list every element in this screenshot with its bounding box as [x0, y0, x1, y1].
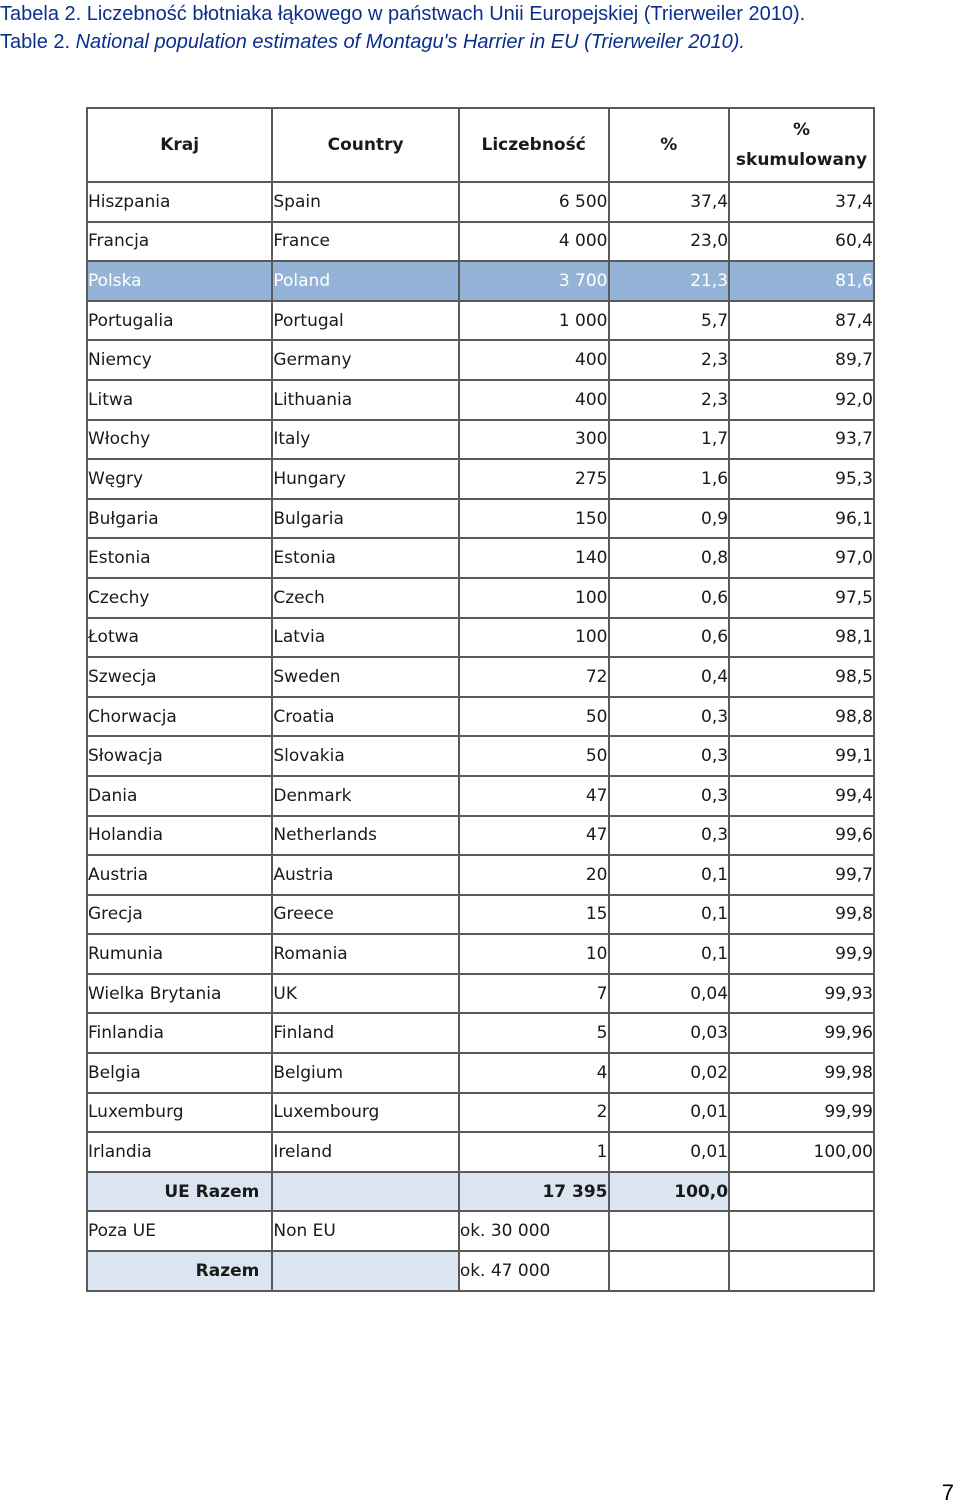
- table-summary: [87, 1172, 874, 1291]
- ue-total-label: UE Razem: [87, 1172, 272, 1212]
- cell-kraj: Chorwacja: [87, 697, 272, 737]
- table-row: [87, 816, 874, 856]
- cell-cumulative: 81,6: [729, 261, 874, 301]
- table-row: [87, 340, 874, 380]
- cell-percent: 23,0: [609, 222, 730, 262]
- cell-cumulative: 99,9: [729, 934, 874, 974]
- table-row: [87, 895, 874, 935]
- cell-count: 140: [459, 538, 609, 578]
- header-count: Liczebność: [459, 108, 609, 182]
- non-eu-kraj: Poza UE: [87, 1211, 272, 1251]
- cell-cumulative: 95,3: [729, 459, 874, 499]
- cell-country: Croatia: [272, 697, 458, 737]
- cell-country: Finland: [272, 1013, 458, 1053]
- cell-cumulative: 99,8: [729, 895, 874, 935]
- grand-total-cumulative: [729, 1251, 874, 1291]
- cell-percent: 0,6: [609, 618, 730, 658]
- table-row: [87, 776, 874, 816]
- cell-count: 47: [459, 776, 609, 816]
- cell-kraj: Francja: [87, 222, 272, 262]
- cell-cumulative: 89,7: [729, 340, 874, 380]
- cell-cumulative: 99,96: [729, 1013, 874, 1053]
- cell-percent: 0,01: [609, 1093, 730, 1133]
- non-eu-count: ok. 30 000: [459, 1211, 609, 1251]
- table-row: [87, 222, 874, 262]
- cell-kraj: Hiszpania: [87, 182, 272, 222]
- cell-country: Italy: [272, 420, 458, 460]
- cell-count: 400: [459, 380, 609, 420]
- cell-percent: 0,3: [609, 816, 730, 856]
- cell-cumulative: 99,4: [729, 776, 874, 816]
- cell-percent: 1,6: [609, 459, 730, 499]
- cell-percent: 21,3: [609, 261, 730, 301]
- cell-percent: 0,9: [609, 499, 730, 539]
- cell-kraj: Holandia: [87, 816, 272, 856]
- cell-country: UK: [272, 974, 458, 1014]
- cell-kraj: Słowacja: [87, 736, 272, 776]
- table-body: [87, 182, 874, 1172]
- cell-count: 3 700: [459, 261, 609, 301]
- cell-count: 400: [459, 340, 609, 380]
- cell-percent: 0,02: [609, 1053, 730, 1093]
- cell-country: Romania: [272, 934, 458, 974]
- cell-count: 15: [459, 895, 609, 935]
- ue-total-cumulative: [729, 1172, 874, 1212]
- table-row: [87, 538, 874, 578]
- cell-kraj: Łotwa: [87, 618, 272, 658]
- cell-cumulative: 99,93: [729, 974, 874, 1014]
- non-eu-cumulative: [729, 1211, 874, 1251]
- header-percent: %: [609, 108, 730, 182]
- cell-kraj: Portugalia: [87, 301, 272, 341]
- table-header-row: [87, 108, 874, 182]
- cell-country: Poland: [272, 261, 458, 301]
- table-row: [87, 182, 874, 222]
- grand-total-row: [87, 1251, 874, 1291]
- cell-percent: 0,01: [609, 1132, 730, 1172]
- cell-count: 50: [459, 697, 609, 737]
- cell-country: Bulgaria: [272, 499, 458, 539]
- cell-cumulative: 100,00: [729, 1132, 874, 1172]
- cell-cumulative: 87,4: [729, 301, 874, 341]
- cell-cumulative: 96,1: [729, 499, 874, 539]
- cell-cumulative: 93,7: [729, 420, 874, 460]
- table-row: [87, 261, 874, 301]
- table-row: [87, 736, 874, 776]
- ue-total-percent: 100,0: [609, 1172, 730, 1212]
- page-number: 7: [941, 1480, 954, 1505]
- table-row: [87, 578, 874, 618]
- table-row: [87, 934, 874, 974]
- cell-country: Belgium: [272, 1053, 458, 1093]
- cell-country: Luxembourg: [272, 1093, 458, 1133]
- non-eu-row: [87, 1211, 874, 1251]
- cell-country: Ireland: [272, 1132, 458, 1172]
- caption-english: [0, 28, 805, 56]
- cell-count: 100: [459, 618, 609, 658]
- cell-percent: 37,4: [609, 182, 730, 222]
- table-row: [87, 301, 874, 341]
- non-eu-percent: [609, 1211, 730, 1251]
- cell-cumulative: 99,99: [729, 1093, 874, 1133]
- header-country: Country: [272, 108, 458, 182]
- cell-count: 5: [459, 1013, 609, 1053]
- cell-cumulative: 97,0: [729, 538, 874, 578]
- cell-kraj: Irlandia: [87, 1132, 272, 1172]
- cell-count: 150: [459, 499, 609, 539]
- cell-country: Hungary: [272, 459, 458, 499]
- cell-percent: 0,3: [609, 776, 730, 816]
- population-table: [86, 107, 875, 1292]
- table-row: [87, 855, 874, 895]
- ue-total-country: [272, 1172, 458, 1212]
- cell-country: Latvia: [272, 618, 458, 658]
- cell-cumulative: 99,98: [729, 1053, 874, 1093]
- cell-kraj: Luxemburg: [87, 1093, 272, 1133]
- cell-kraj: Węgry: [87, 459, 272, 499]
- cell-cumulative: 99,6: [729, 816, 874, 856]
- cell-kraj: Finlandia: [87, 1013, 272, 1053]
- cell-count: 6 500: [459, 182, 609, 222]
- cell-percent: 0,1: [609, 895, 730, 935]
- cell-kraj: Wielka Brytania: [87, 974, 272, 1014]
- table-row: [87, 618, 874, 658]
- grand-total-country: [272, 1251, 458, 1291]
- cell-count: 72: [459, 657, 609, 697]
- cell-count: 1 000: [459, 301, 609, 341]
- cell-percent: 0,04: [609, 974, 730, 1014]
- cell-percent: 2,3: [609, 380, 730, 420]
- cell-kraj: Austria: [87, 855, 272, 895]
- table-row: [87, 499, 874, 539]
- cell-count: 1: [459, 1132, 609, 1172]
- ue-total-row: [87, 1172, 874, 1212]
- cell-cumulative: 98,8: [729, 697, 874, 737]
- cell-count: 100: [459, 578, 609, 618]
- cell-kraj: Litwa: [87, 380, 272, 420]
- cell-cumulative: 97,5: [729, 578, 874, 618]
- header-cumulative-line2: skumulowany: [735, 150, 868, 170]
- table-row: [87, 974, 874, 1014]
- cell-percent: 0,6: [609, 578, 730, 618]
- cell-count: 2: [459, 1093, 609, 1133]
- grand-total-count: ok. 47 000: [459, 1251, 609, 1291]
- cell-kraj: Czechy: [87, 578, 272, 618]
- cell-kraj: Polska: [87, 261, 272, 301]
- grand-total-label: Razem: [87, 1251, 272, 1291]
- cell-percent: 0,4: [609, 657, 730, 697]
- cell-kraj: Szwecja: [87, 657, 272, 697]
- cell-country: Portugal: [272, 301, 458, 341]
- cell-country: Greece: [272, 895, 458, 935]
- cell-kraj: Estonia: [87, 538, 272, 578]
- cell-kraj: Niemcy: [87, 340, 272, 380]
- cell-cumulative: 99,7: [729, 855, 874, 895]
- cell-percent: 0,3: [609, 736, 730, 776]
- cell-cumulative: 99,1: [729, 736, 874, 776]
- cell-percent: 0,1: [609, 855, 730, 895]
- cell-count: 50: [459, 736, 609, 776]
- cell-cumulative: 98,5: [729, 657, 874, 697]
- cell-count: 10: [459, 934, 609, 974]
- cell-kraj: Belgia: [87, 1053, 272, 1093]
- cell-country: Netherlands: [272, 816, 458, 856]
- caption-english-title: National population estimates of Montagu's Harrier in EU (Trierweiler 2010).: [75, 31, 745, 53]
- cell-kraj: Włochy: [87, 420, 272, 460]
- cell-country: Lithuania: [272, 380, 458, 420]
- cell-percent: 0,8: [609, 538, 730, 578]
- cell-percent: 0,1: [609, 934, 730, 974]
- grand-total-percent: [609, 1251, 730, 1291]
- cell-cumulative: 92,0: [729, 380, 874, 420]
- cell-cumulative: 98,1: [729, 618, 874, 658]
- cell-kraj: Bułgaria: [87, 499, 272, 539]
- cell-percent: 1,7: [609, 420, 730, 460]
- cell-count: 275: [459, 459, 609, 499]
- cell-kraj: Dania: [87, 776, 272, 816]
- header-kraj: Kraj: [87, 108, 272, 182]
- table-row: [87, 380, 874, 420]
- cell-country: Germany: [272, 340, 458, 380]
- cell-percent: 5,7: [609, 301, 730, 341]
- cell-country: Slovakia: [272, 736, 458, 776]
- cell-cumulative: 60,4: [729, 222, 874, 262]
- cell-kraj: Rumunia: [87, 934, 272, 974]
- cell-percent: 0,3: [609, 697, 730, 737]
- cell-percent: 0,03: [609, 1013, 730, 1053]
- header-cumulative-line1: %: [793, 120, 811, 140]
- table-row: [87, 657, 874, 697]
- cell-kraj: Grecja: [87, 895, 272, 935]
- cell-count: 4: [459, 1053, 609, 1093]
- table-caption: [0, 0, 805, 56]
- cell-country: Spain: [272, 182, 458, 222]
- cell-country: Sweden: [272, 657, 458, 697]
- cell-count: 7: [459, 974, 609, 1014]
- table-row: [87, 1053, 874, 1093]
- table-row: [87, 1093, 874, 1133]
- cell-country: Czech: [272, 578, 458, 618]
- caption-polish: Tabela 2. Liczebność błotniaka łąkowego w państwach Unii Europejskiej (Trierweiler 2010).: [0, 3, 806, 25]
- caption-english-prefix: Table 2.: [0, 31, 76, 53]
- ue-total-count: 17 395: [459, 1172, 609, 1212]
- cell-cumulative: 37,4: [729, 182, 874, 222]
- cell-count: 4 000: [459, 222, 609, 262]
- cell-country: Estonia: [272, 538, 458, 578]
- header-cumulative: [729, 108, 874, 182]
- cell-count: 300: [459, 420, 609, 460]
- cell-country: Denmark: [272, 776, 458, 816]
- table-row: [87, 420, 874, 460]
- table-row: [87, 697, 874, 737]
- cell-count: 47: [459, 816, 609, 856]
- table-row: [87, 1132, 874, 1172]
- non-eu-country: Non EU: [272, 1211, 458, 1251]
- cell-country: Austria: [272, 855, 458, 895]
- cell-count: 20: [459, 855, 609, 895]
- table-row: [87, 1013, 874, 1053]
- cell-percent: 2,3: [609, 340, 730, 380]
- table-row: [87, 459, 874, 499]
- cell-country: France: [272, 222, 458, 262]
